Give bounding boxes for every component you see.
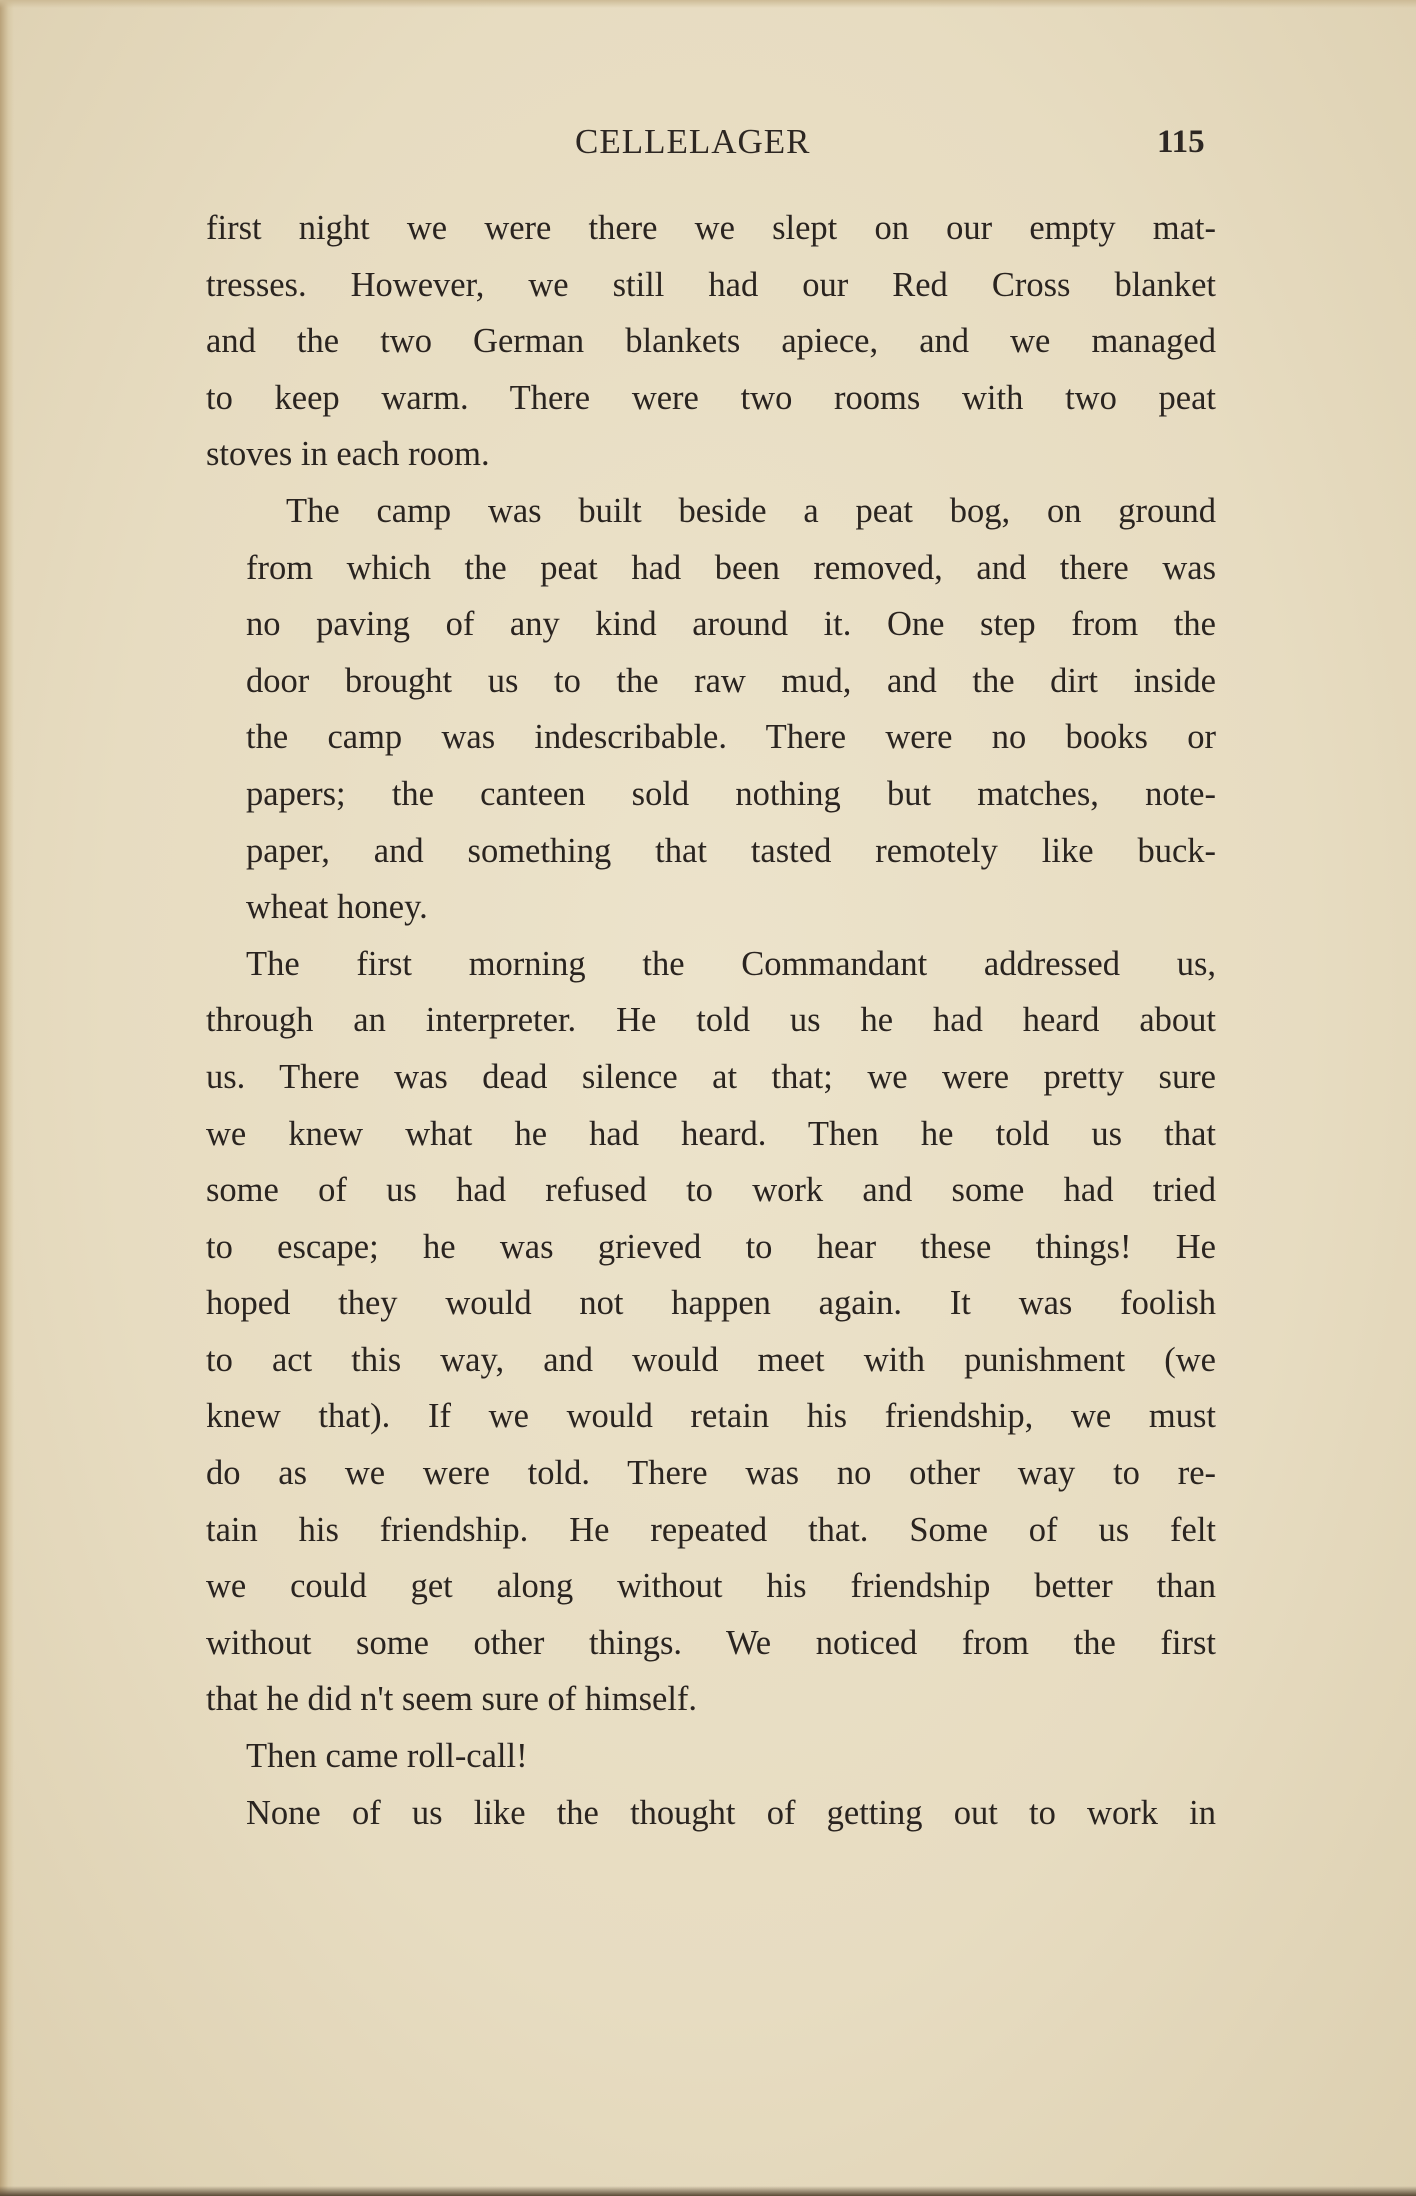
page-bottom-edge xyxy=(0,2186,1416,2196)
text-line: that he did n't seem sure of himself. xyxy=(206,1680,698,1719)
page-number: 115 xyxy=(1157,124,1205,160)
text-line: first night we were there we slept on our empty mat- xyxy=(206,209,1216,247)
text-line: tresses. However, we still had our Red Cross blanket xyxy=(206,265,1216,304)
text-line: hoped they would not happen again. It was foolish xyxy=(206,1284,1216,1323)
text-line: The first morning the Commandant addressed us, xyxy=(246,944,1216,983)
text-line: Then came roll-call! xyxy=(246,1737,528,1776)
running-head xyxy=(0,122,1416,172)
page-top-edge xyxy=(0,0,1416,8)
text-line: the camp was indescribable. There were no books or xyxy=(246,718,1216,757)
text-line: to keep warm. There were two rooms with two peat xyxy=(206,378,1216,417)
text-line: some of us had refused to work and some had tried xyxy=(206,1171,1216,1210)
text-line: we could get along without his friendship better than xyxy=(206,1567,1216,1606)
text-line: and the two German blankets apiece, and we managed xyxy=(206,322,1216,361)
body-text xyxy=(206,200,1216,1841)
text-line: without some other things. We noticed from the first xyxy=(206,1623,1216,1662)
text-line: through an interpreter. He told us he had heard about xyxy=(206,1001,1216,1040)
text-line: from which the peat had been removed, and there was xyxy=(246,548,1216,587)
text-line: to act this way, and would meet with punishment (we xyxy=(206,1340,1216,1379)
text-line: we knew what he had heard. Then he told us that xyxy=(206,1114,1216,1153)
paragraph xyxy=(206,936,1216,1728)
page-binding-edge xyxy=(0,0,14,2196)
text-line: door brought us to the raw mud, and the dirt inside xyxy=(246,661,1216,700)
text-line: to escape; he was grieved to hear these things! He xyxy=(206,1227,1216,1266)
text-line: None of us like the thought of getting out to work in xyxy=(246,1793,1216,1832)
chapter-title: CELLELAGER xyxy=(575,122,811,161)
text-line: stoves in each room. xyxy=(206,435,490,474)
text-line: The camp was built beside a peat bog, on ground xyxy=(286,491,1216,530)
paragraph xyxy=(206,1785,1216,1842)
text-line: us. There was dead silence at that; we were pretty sure xyxy=(206,1057,1216,1096)
text-line: paper, and something that tasted remotely like buck- xyxy=(246,831,1216,870)
text-line: do as we were told. There was no other way to re- xyxy=(206,1454,1216,1493)
paragraph xyxy=(206,200,1216,483)
paragraph xyxy=(206,483,1216,936)
text-line: knew that). If we would retain his friendship, we must xyxy=(206,1397,1216,1436)
text-line: papers; the canteen sold nothing but matches, note- xyxy=(246,774,1216,813)
text-line: no paving of any kind around it. One step from the xyxy=(246,605,1216,644)
paragraph xyxy=(206,1728,1216,1785)
text-line: wheat honey. xyxy=(246,888,428,927)
text-line: tain his friendship. He repeated that. Some of us felt xyxy=(206,1510,1216,1549)
